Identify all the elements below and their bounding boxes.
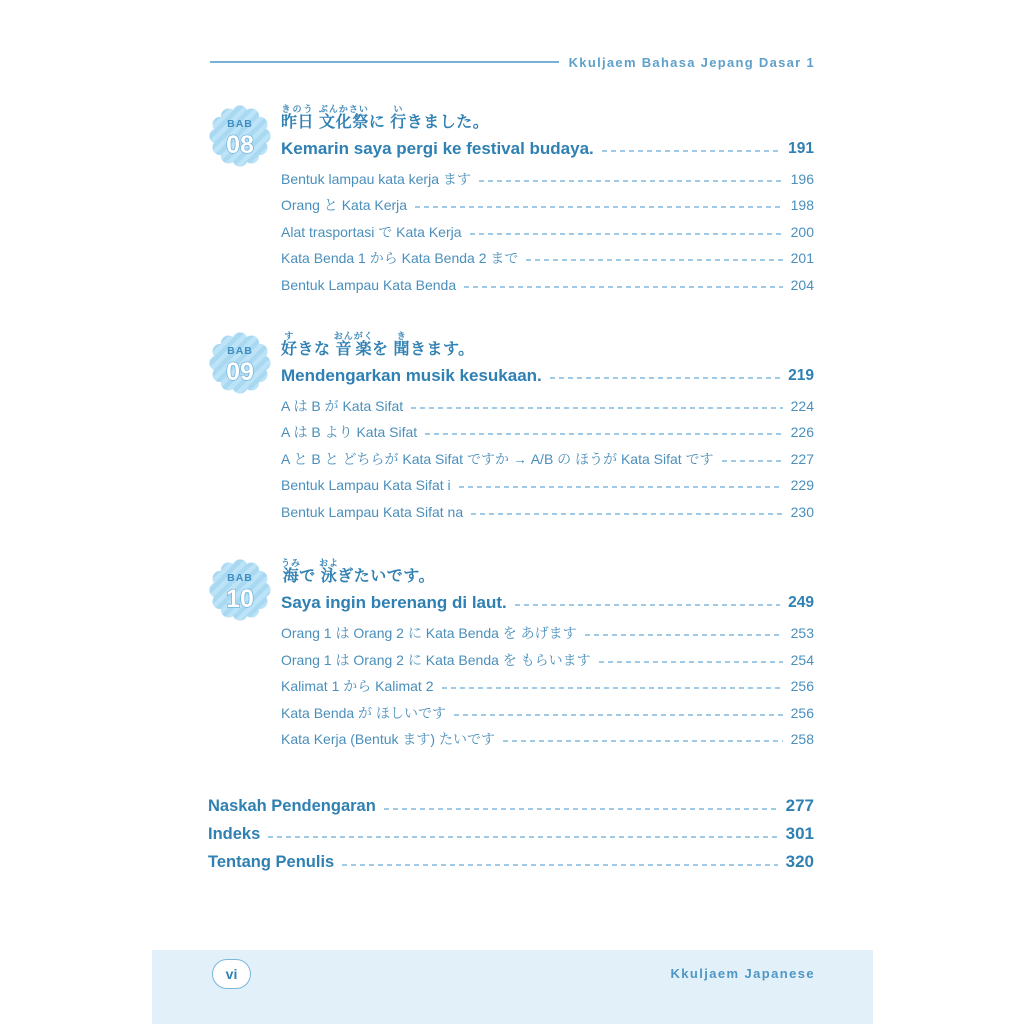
toc-item — [281, 446, 814, 473]
dotted-leader — [425, 433, 782, 435]
toc-item-label: Bentuk Lampau Kata Sifat i — [281, 477, 451, 494]
toc-item-page: 198 — [790, 197, 814, 214]
dotted-leader — [599, 661, 783, 663]
back-matter-page: 301 — [785, 824, 814, 844]
back-matter-label: Naskah Pendengaran — [208, 796, 376, 815]
toc-item-label: Kata Kerja (Bentuk ます) たいです — [281, 731, 495, 748]
toc-item-label: Kalimat 1 から Kalimat 2 — [281, 678, 434, 695]
chapter-body — [281, 331, 814, 525]
toc-item-page: 230 — [790, 503, 814, 520]
back-matter-page: 320 — [785, 852, 814, 872]
dotted-leader — [471, 513, 783, 515]
toc-item-page: 254 — [790, 651, 814, 668]
dotted-leader — [602, 150, 780, 152]
chapter-list — [208, 104, 814, 752]
toc-item-label: Alat trasportasi で Kata Kerja — [281, 223, 462, 240]
dotted-leader — [342, 864, 777, 866]
toc-item — [281, 499, 814, 526]
dotted-leader — [722, 460, 783, 462]
dotted-leader — [585, 634, 783, 636]
chapter-title-indonesian: Mendengarkan musik kesukaan. — [281, 365, 542, 385]
toc-item-page: 258 — [790, 731, 814, 748]
dotted-leader — [454, 714, 783, 716]
chapter-title-indonesian: Saya ingin berenang di laut. — [281, 592, 507, 612]
chapter-badge-seal-icon — [208, 331, 272, 395]
toc-item-page: 227 — [790, 450, 814, 467]
toc-item-label: Kata Benda 1 から Kata Benda 2 まで — [281, 250, 519, 267]
back-matter-item — [208, 792, 814, 820]
header-rule — [210, 61, 559, 63]
chapter-badge — [208, 558, 272, 752]
back-matter-list — [208, 792, 814, 876]
dotted-leader — [384, 808, 778, 810]
toc-item — [281, 393, 814, 420]
toc-item — [281, 699, 814, 726]
chapter-badge — [208, 331, 272, 525]
toc-item — [281, 620, 814, 647]
chapter-badge-number: 09 — [226, 358, 254, 387]
chapter-entry — [208, 104, 814, 298]
back-matter-page: 277 — [785, 796, 814, 816]
dotted-leader — [550, 377, 780, 379]
chapter-badge-number: 08 — [226, 131, 254, 159]
toc-item — [281, 219, 814, 246]
toc-item-page: 196 — [790, 170, 814, 187]
footer-brand: Kkuljaem Japanese — [670, 966, 815, 981]
chapter-body — [281, 104, 814, 298]
dotted-leader — [411, 407, 782, 409]
toc-item-label: Bentuk Lampau Kata Benda — [281, 276, 457, 293]
chapter-entry — [208, 331, 814, 525]
chapter-page-number: 219 — [788, 366, 814, 384]
toc-item-label: Bentuk lampau kata kerja ます — [281, 170, 471, 187]
chapter-badge-seal-icon — [208, 104, 272, 168]
toc-item-label: A と B と どちらが Kata Sifat ですか → A/B の ほうが Kata Sifat です — [281, 450, 714, 467]
chapter-title-japanese: 海うみで 泳およぎたいです。 — [281, 558, 435, 586]
toc-item-page: 201 — [790, 250, 814, 267]
page-number-badge: vi — [212, 959, 251, 989]
table-of-contents — [208, 104, 814, 876]
chapter-title-japanese: 好すきな 音楽おんがくを 聞ききます。 — [281, 331, 475, 359]
chapter-badge-label: BAB — [227, 118, 253, 130]
page-footer — [152, 950, 873, 1024]
dotted-leader — [479, 180, 783, 182]
dotted-leader — [503, 740, 783, 742]
toc-item — [281, 192, 814, 219]
dotted-leader — [459, 486, 783, 488]
chapter-title-row — [281, 590, 814, 616]
toc-item — [281, 726, 814, 753]
chapter-items — [281, 166, 814, 299]
chapter-title-indonesian: Kemarin saya pergi ke festival budaya. — [281, 138, 594, 158]
chapter-badge-number: 10 — [226, 585, 254, 614]
toc-item — [281, 419, 814, 446]
dotted-leader — [526, 259, 782, 261]
chapter-body — [281, 558, 814, 752]
back-matter-item — [208, 848, 814, 876]
toc-item-page: 253 — [790, 625, 814, 642]
toc-item-label: A は B より Kata Sifat — [281, 424, 418, 441]
chapter-page-number: 249 — [788, 593, 814, 611]
chapter-badge-label: BAB — [227, 572, 253, 585]
chapter-entry — [208, 558, 814, 752]
chapter-badge-label: BAB — [227, 345, 253, 358]
toc-item-page: 256 — [790, 678, 814, 695]
chapter-badge-seal-icon — [208, 558, 272, 622]
dotted-leader — [268, 836, 777, 838]
chapter-title-row — [281, 136, 814, 162]
toc-item-page: 200 — [790, 223, 814, 240]
dotted-leader — [464, 286, 783, 288]
chapter-items — [281, 393, 814, 526]
toc-item-page: 256 — [790, 704, 814, 721]
book-title: Kkuljaem Bahasa Jepang Dasar 1 — [568, 54, 815, 70]
dotted-leader — [515, 604, 780, 606]
toc-item-label: A は B が Kata Sifat — [281, 397, 404, 414]
chapter-title-row — [281, 363, 814, 389]
back-matter-item — [208, 820, 814, 848]
toc-item — [281, 646, 814, 673]
dotted-leader — [470, 233, 783, 235]
toc-item — [281, 272, 814, 299]
chapter-badge — [208, 104, 272, 298]
toc-item — [281, 673, 814, 700]
dotted-leader — [415, 206, 783, 208]
toc-item-page: 229 — [790, 477, 814, 494]
toc-item — [281, 472, 814, 499]
dotted-leader — [442, 687, 783, 689]
chapter-items — [281, 620, 814, 753]
toc-item-label: Bentuk Lampau Kata Sifat na — [281, 503, 464, 520]
toc-item-label: Kata Benda が ほしいです — [281, 704, 446, 721]
back-matter-label: Indeks — [208, 824, 261, 843]
toc-item — [281, 245, 814, 272]
toc-item-page: 204 — [790, 276, 814, 293]
toc-item-page: 224 — [790, 397, 814, 414]
toc-item-page: 226 — [790, 424, 814, 441]
toc-item — [281, 166, 814, 193]
toc-item-label: Orang 1 は Orang 2 に Kata Benda を もらいます — [281, 651, 591, 668]
chapter-title-japanese: 昨日きのう 文化祭ぶんかさいに 行いきました。 — [281, 104, 490, 131]
chapter-page-number: 191 — [788, 139, 814, 157]
toc-item-label: Orang 1 は Orang 2 に Kata Benda を あげます — [281, 625, 577, 642]
back-matter-label: Tentang Penulis — [208, 852, 335, 871]
toc-item-label: Orang と Kata Kerja — [281, 197, 408, 214]
page-header — [210, 54, 815, 70]
